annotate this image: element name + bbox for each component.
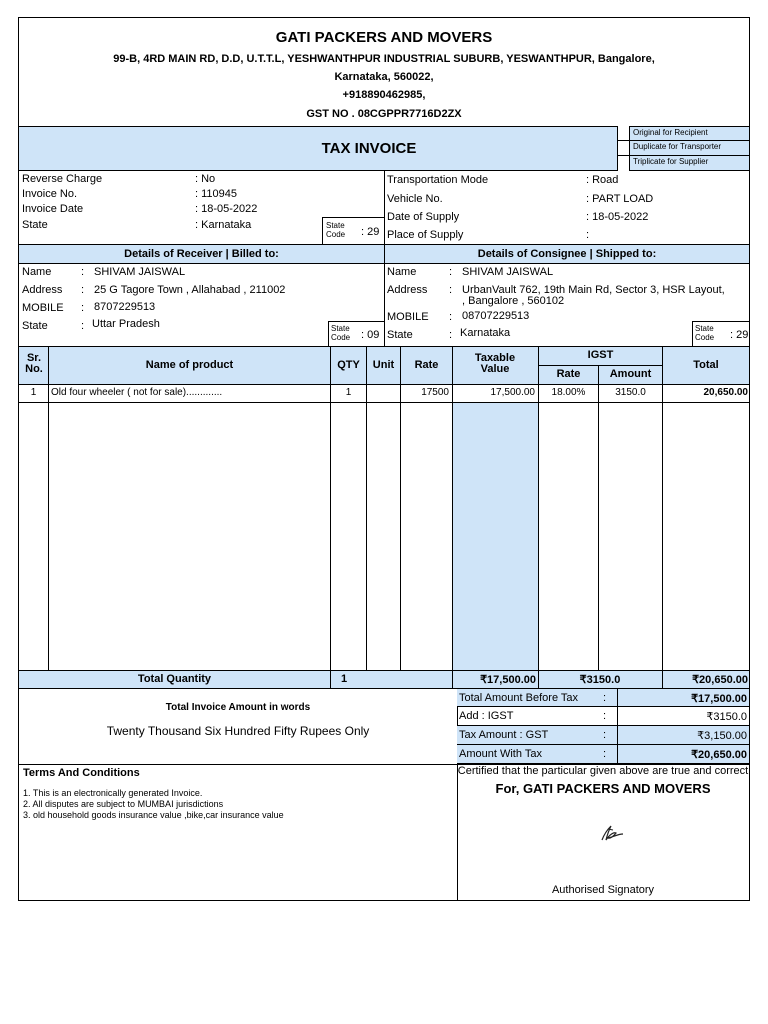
- consignee-colon: :: [449, 311, 453, 323]
- amount-words-value: Twenty Thousand Six Hundred Fifty Rupees Only: [106, 724, 370, 738]
- table-row: [19, 387, 749, 401]
- receiver-name: SHIVAM JAISWAL: [94, 266, 186, 278]
- receiver-colon: :: [81, 284, 85, 296]
- consignee-address-label: Address: [387, 284, 428, 296]
- terms-item: 3. old household goods insurance value ,bike,car insurance value: [23, 810, 284, 820]
- consignee-state-code-box: [692, 321, 749, 347]
- consignee-state-code-label: State Code: [695, 324, 715, 342]
- company-gst: GST NO . 08CGPPR7716D2ZX: [306, 108, 462, 120]
- consignee-name-label: Name: [387, 266, 417, 278]
- state-value: : Karnataka: [195, 219, 252, 231]
- certification-for: For, GATI PACKERS AND MOVERS: [495, 781, 711, 796]
- consignee-address-line1: UrbanVault 762, 19th Main Rd, Sector 3, HSR Layout,: [462, 284, 725, 296]
- copy-original: Original for Recipient: [633, 128, 708, 137]
- receiver-colon: :: [81, 302, 85, 314]
- receiver-heading: Details of Receiver | Billed to:: [124, 248, 279, 260]
- consignee-mobile-label: MOBILE: [387, 311, 429, 323]
- receiver-state-code-label: State Code: [331, 324, 351, 342]
- copy-boxes: [617, 126, 749, 171]
- receiver-mobile-label: MOBILE: [22, 302, 64, 314]
- reverse-charge-value: : No: [195, 173, 216, 185]
- consignee-state: Karnataka: [460, 327, 511, 339]
- invoice-date-label: Invoice Date: [22, 203, 84, 215]
- receiver-state-label: State: [22, 320, 48, 332]
- terms-item: 2. All disputes are subject to MUMBAI jurisdictions: [23, 799, 224, 809]
- invoice-no-label: Invoice No.: [22, 188, 78, 200]
- summary-gst-value: ₹3,150.00: [697, 730, 747, 742]
- summary-sep: :: [603, 692, 607, 704]
- totals-taxable: ₹17,500.00: [480, 674, 536, 686]
- vehicle-label: Vehicle No.: [387, 193, 443, 205]
- col-line: [538, 670, 539, 689]
- transport-info: [387, 173, 747, 243]
- invoice-title: TAX INVOICE: [321, 140, 417, 157]
- consignee-state-code-value: : 29: [730, 329, 749, 341]
- header-qty: QTY: [337, 359, 360, 371]
- certification-text: Certified that the particular given above are true and correct: [457, 765, 749, 777]
- transport-mode-value: : Road: [586, 174, 619, 186]
- row-product: Old four wheeler ( not for sale).............: [51, 387, 223, 398]
- terms-item: 1. This is an electronically generated Invoice.: [23, 788, 203, 798]
- header-taxable: Taxable Value: [474, 352, 516, 375]
- header-igst-amount: Amount: [609, 368, 652, 380]
- summary-gst-label: Tax Amount : GST: [459, 729, 549, 741]
- receiver-state-code-value: : 09: [361, 329, 380, 341]
- state-code-label: State Code: [326, 221, 346, 239]
- state-code-value: : 29: [361, 226, 380, 238]
- supply-date-label: Date of Supply: [387, 211, 460, 223]
- col-line: [598, 365, 599, 688]
- place-label: Place of Supply: [387, 229, 464, 241]
- company-phone: +918890462985,: [342, 89, 426, 101]
- summary-with-tax-label: Amount With Tax: [459, 748, 542, 760]
- invoice-date-value: : 18-05-2022: [195, 203, 258, 215]
- header-total: Total: [693, 359, 719, 371]
- consignee-state-label: State: [387, 329, 413, 341]
- row-taxable: 17,500.00: [490, 387, 535, 398]
- supply-date-value: : 18-05-2022: [586, 211, 649, 223]
- row-igst-amount: 3150.0: [615, 387, 646, 398]
- totals-label: Total Quantity: [137, 673, 212, 685]
- consignee-name: SHIVAM JAISWAL: [462, 266, 554, 278]
- taxable-column-fill: [453, 403, 538, 670]
- receiver-address-label: Address: [22, 284, 63, 296]
- company-name: GATI PACKERS AND MOVERS: [275, 29, 493, 46]
- summary-before-tax-value: ₹17,500.00: [691, 693, 747, 705]
- totals-igst-amount: ₹3150.0: [579, 674, 621, 686]
- receiver-colon: :: [81, 320, 85, 332]
- row-total: 20,650.00: [703, 387, 748, 398]
- header-sr: Sr. No.: [25, 352, 43, 375]
- summary-sep: :: [603, 710, 607, 722]
- transport-mode-label: Transportation Mode: [387, 174, 489, 186]
- row-rate: 17500: [421, 387, 449, 398]
- company-address-line2: Karnataka, 560022,: [334, 71, 434, 83]
- receiver-name-label: Name: [22, 266, 52, 278]
- header-rate: Rate: [414, 359, 439, 371]
- summary-before-tax-label: Total Amount Before Tax: [459, 692, 579, 704]
- consignee-colon: :: [449, 284, 453, 296]
- header-igst: IGST: [587, 349, 614, 361]
- copy-triplicate: Triplicate for Supplier: [633, 157, 709, 166]
- summary-box: [457, 689, 749, 764]
- invoice-no-value: : 110945: [195, 188, 238, 200]
- copy-duplicate: Duplicate for Transporter: [633, 142, 722, 151]
- totals-qty: 1: [341, 673, 348, 685]
- header-unit: Unit: [372, 359, 395, 371]
- col-line: [330, 670, 331, 689]
- receiver-state-code-box: [328, 321, 385, 347]
- reverse-charge-label: Reverse Charge: [22, 173, 103, 185]
- totals-total: ₹20,650.00: [692, 674, 748, 686]
- header-product: Name of product: [145, 359, 234, 371]
- row-igst-rate: 18.00%: [551, 387, 586, 398]
- receiver-mobile: 8707229513: [94, 301, 156, 313]
- receiver-address: 25 G Tagore Town , Allahabad , 211002: [94, 284, 286, 296]
- terms-heading: Terms And Conditions: [23, 767, 140, 779]
- row-qty: 1: [345, 387, 352, 398]
- header-bottom-line: [19, 384, 749, 385]
- state-code-box: [322, 217, 385, 244]
- summary-with-tax-value: ₹20,650.00: [691, 749, 747, 761]
- info-divider: [384, 171, 385, 244]
- authorised-signatory: Authorised Signatory: [551, 884, 655, 896]
- consignee-colon: :: [449, 266, 453, 278]
- consignee-address-line2: , Bangalore , 560102: [462, 295, 565, 307]
- state-label: State: [22, 219, 48, 231]
- header-igst-rate: Rate: [556, 368, 581, 380]
- receiver-state: Uttar Pradesh: [92, 318, 160, 330]
- summary-igst-value: ₹3150.0: [706, 711, 747, 723]
- consignee-mobile: 08707229513: [462, 310, 530, 322]
- summary-sep: :: [603, 748, 607, 760]
- terms-list: [23, 788, 284, 821]
- company-address-line1: 99-B, 4RD MAIN RD, D.D, U.T.T.L, YESHWANTHPUR INDUSTRIAL SUBURB, YESWANTHPUR, Bangalore,: [113, 53, 655, 65]
- consignee-colon: :: [449, 329, 453, 341]
- amount-words-label: Total Invoice Amount in words: [165, 702, 311, 713]
- place-value: :: [586, 229, 590, 241]
- summary-igst-label: Add : IGST: [459, 710, 514, 722]
- summary-sep: :: [603, 729, 607, 741]
- consignee-heading: Details of Consignee | Shipped to:: [477, 248, 657, 260]
- vehicle-value: : PART LOAD: [586, 193, 654, 205]
- igst-split-line: [538, 365, 662, 366]
- row-bottom-line: [19, 402, 749, 403]
- row-sr: 1: [30, 387, 37, 398]
- receiver-colon: :: [81, 266, 85, 278]
- signature-icon: [596, 820, 628, 848]
